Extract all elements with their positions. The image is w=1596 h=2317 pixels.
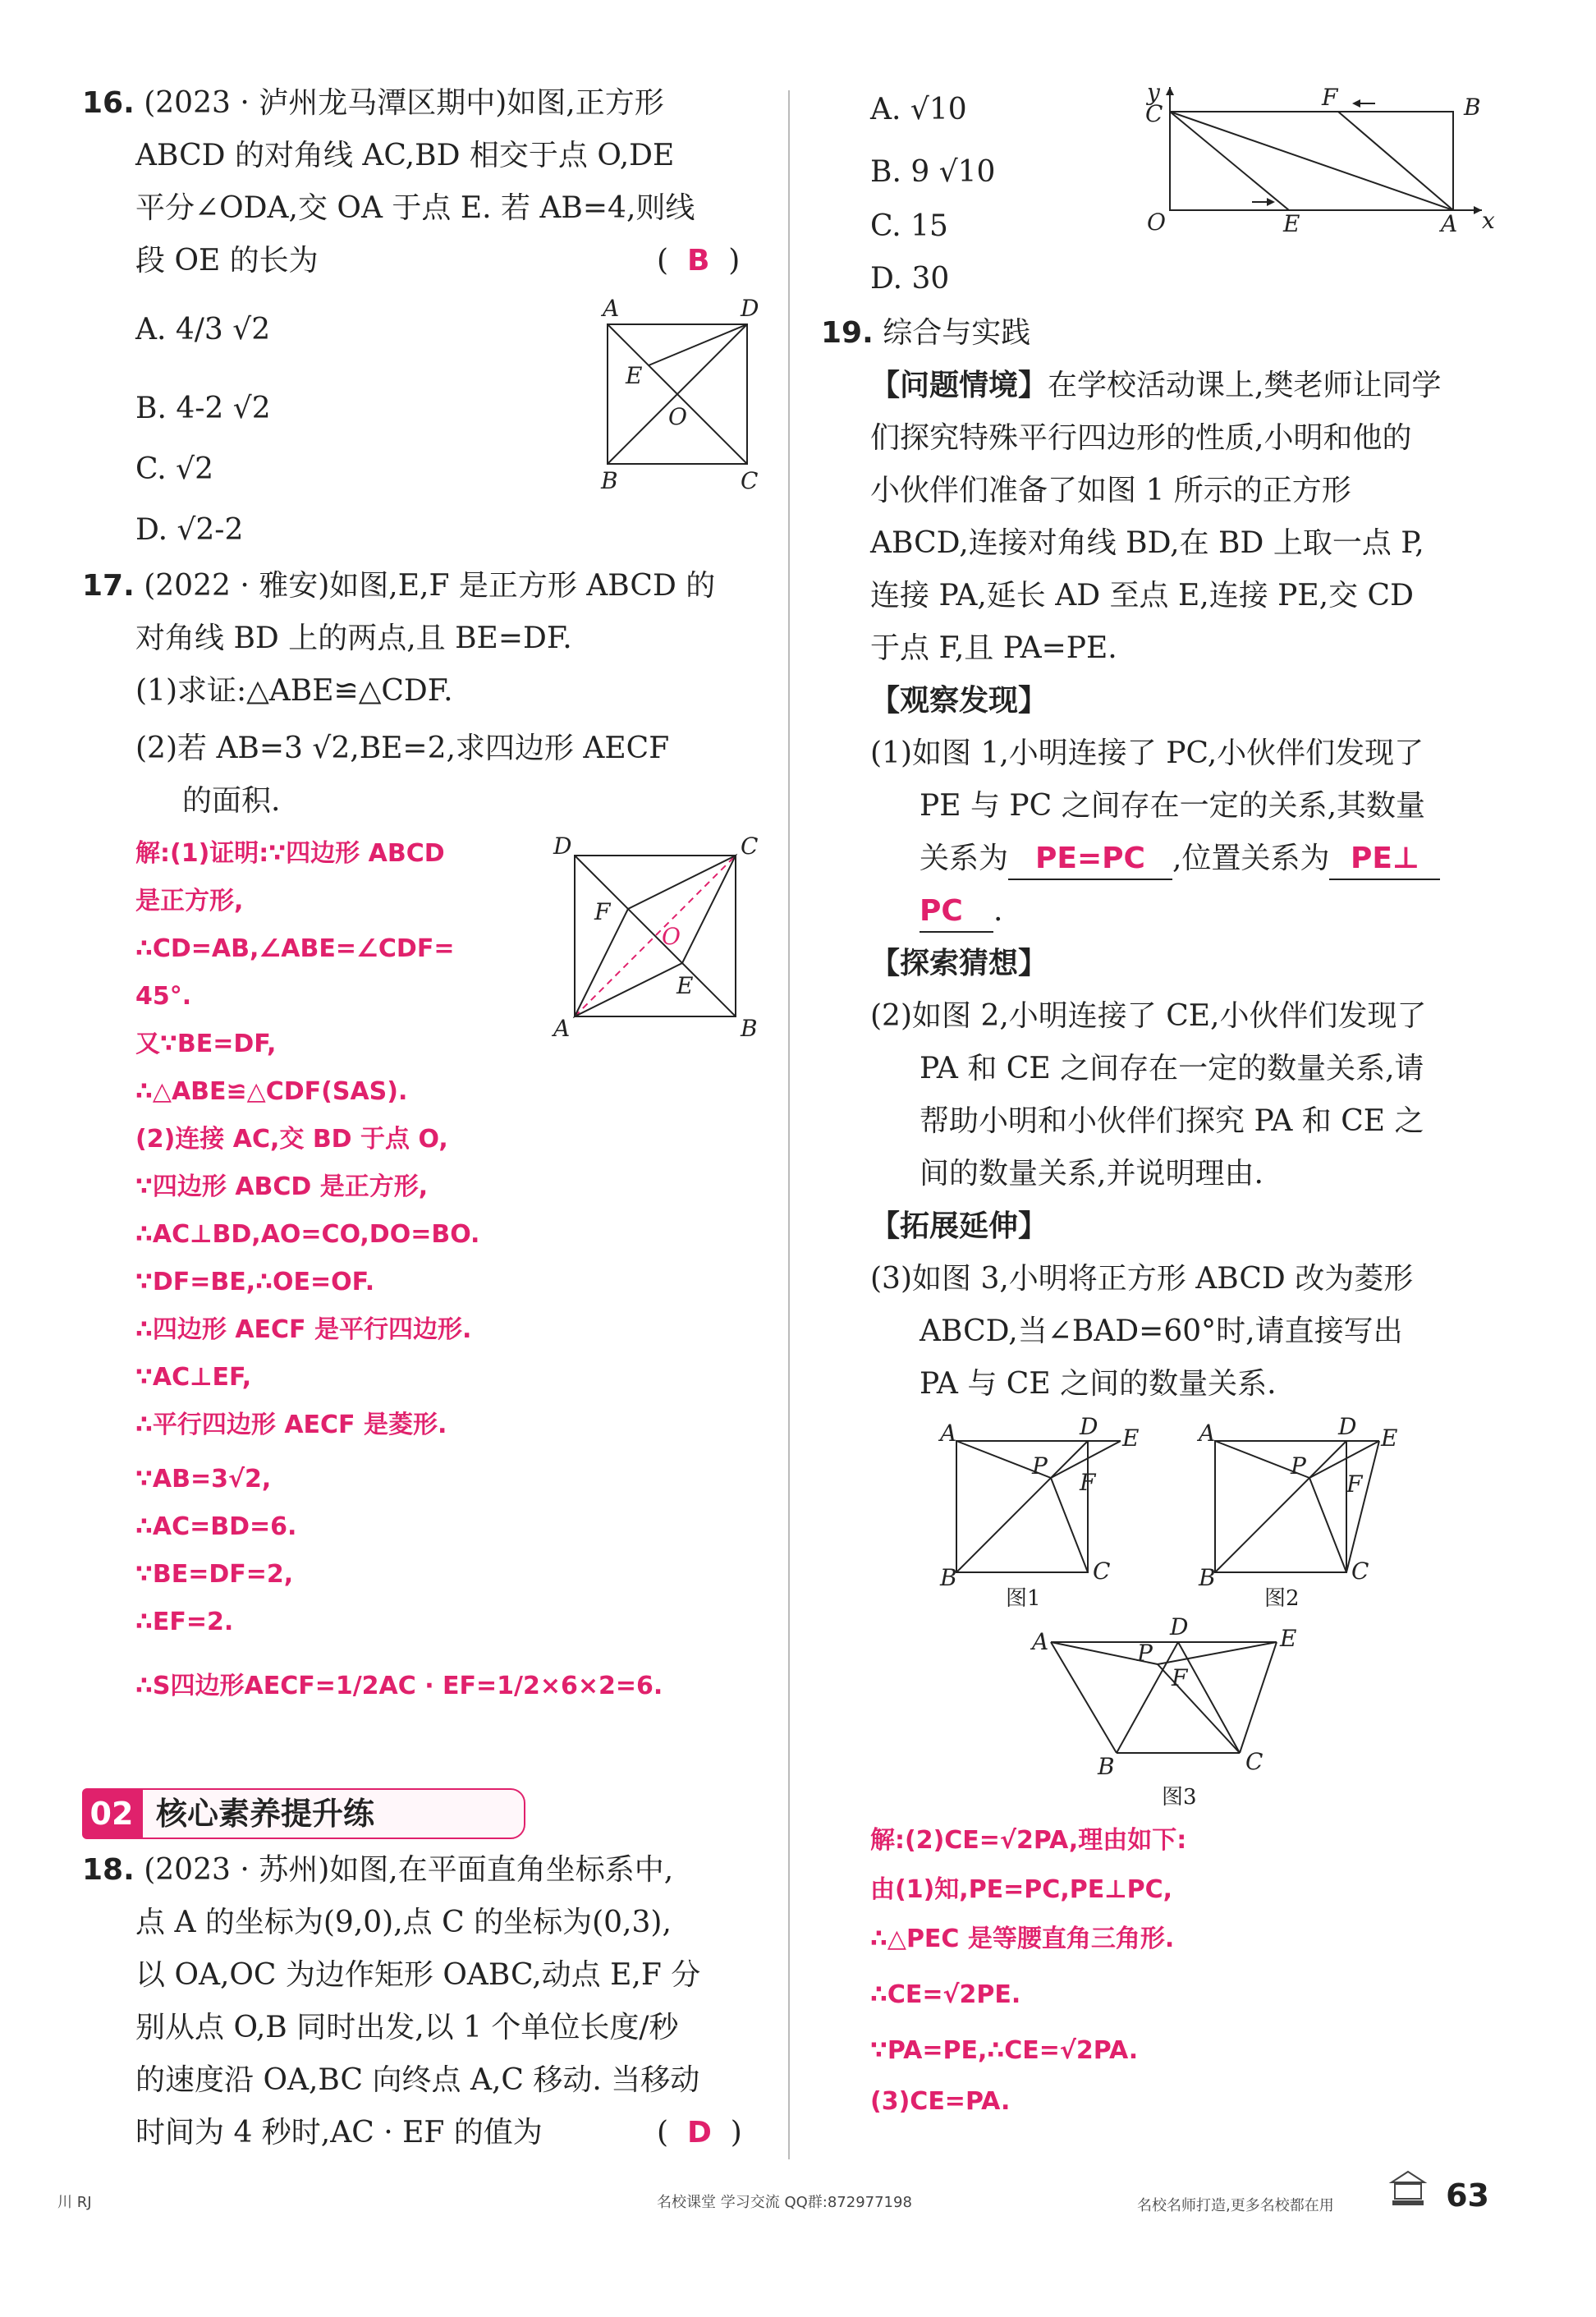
q19-title-line: 19. 综合与实践 xyxy=(821,316,1031,350)
fig3-hidden xyxy=(977,1642,1199,1753)
page-number: 63 xyxy=(1446,2177,1489,2214)
q18-x-arrow xyxy=(1474,206,1482,214)
q16-label-d: D xyxy=(741,295,759,322)
fig3-ce xyxy=(1240,1642,1277,1753)
fig1-label-c: C xyxy=(1093,1558,1111,1585)
q18-label-x: x xyxy=(1482,207,1495,234)
logo-body xyxy=(1395,2184,1421,2199)
q19-figure-1 xyxy=(940,1413,1140,1613)
q19-explore-line1: (2)如图 2,小明连接了 CE,小伙伴们发现了 xyxy=(870,999,1427,1033)
q16-option-d: D. √2-2 xyxy=(135,513,244,547)
q17-sol-1: 解:(1)证明:∵四边形 ABCD xyxy=(135,839,445,868)
q16-label-c: C xyxy=(741,467,759,494)
q16-option-b: B. 4-2 √2 xyxy=(135,392,271,425)
q19-situation-line4: ABCD,连接对角线 BD,在 BD 上取一点 P, xyxy=(870,526,1424,560)
q17-sol-14: ∵AB=3√2, xyxy=(135,1465,272,1493)
fig2-label-a: A xyxy=(1199,1420,1216,1447)
q18-label-c: C xyxy=(1145,100,1163,127)
q18-line4: 别从点 O,B 同时出发,以 1 个单位长度/秒 xyxy=(135,2011,679,2044)
q19-blank-quantity: PE=PC xyxy=(1008,839,1172,880)
q18-figure xyxy=(1137,80,1498,245)
q17-label-b: B xyxy=(741,1015,758,1042)
q18-line5: 的速度沿 OA,BC 向终点 A,C 移动. 当移动 xyxy=(135,2063,700,2097)
q16-figure xyxy=(591,291,772,497)
q16-line2: ABCD 的对角线 AC,BD 相交于点 O,DE xyxy=(135,139,675,172)
q18-line2: 点 A 的坐标为(9,0),点 C 的坐标为(0,3), xyxy=(135,1906,672,1939)
q17-sol-13: ∴平行四边形 AECF 是菱形. xyxy=(135,1411,447,1439)
q18-line1: 18. (2023 · 苏州)如图,在平面直角坐标系中, xyxy=(82,1853,674,1887)
q17-label-c: C xyxy=(741,833,759,860)
column-divider xyxy=(788,90,790,2159)
fig2-label-f: F xyxy=(1346,1470,1363,1498)
fig3-caption: 图3 xyxy=(1162,1785,1197,1810)
q17-sol-11: ∴四边形 AECF 是平行四边形. xyxy=(135,1315,472,1344)
q17-sol-17: ∴EF=2. xyxy=(135,1608,234,1636)
q19-blank-position: PE⊥ xyxy=(1329,839,1440,880)
fig2-label-c: C xyxy=(1351,1558,1369,1585)
q17-label-a: A xyxy=(553,1015,571,1042)
q18-line3: 以 OA,OC 为边作矩形 OABC,动点 E,F 分 xyxy=(135,1958,701,1992)
q17-label-d: D xyxy=(553,833,572,860)
q18-label-f: F xyxy=(1322,84,1338,111)
q18-label-e: E xyxy=(1283,210,1300,237)
q17-sol-8: ∵四边形 ABCD 是正方形, xyxy=(135,1172,429,1201)
q17-sol-7: (2)连接 AC,交 BD 于点 O, xyxy=(135,1125,448,1154)
logo-roof xyxy=(1392,2172,1424,2182)
q16-answer: B xyxy=(686,244,710,278)
q19-observe-line4: PC . xyxy=(920,892,1002,933)
fig2-label-d: D xyxy=(1338,1413,1357,1440)
fig3-label-a: A xyxy=(1032,1628,1049,1655)
q18-line-ce xyxy=(1170,112,1289,210)
q16-line4: 段 OE 的长为 xyxy=(135,244,319,278)
q19-situation-line6: 于点 F,且 PA=PE. xyxy=(870,631,1117,665)
q16-label-a: A xyxy=(603,295,620,322)
q16-line1: 16. (2023 · 泸州龙马潭区期中)如图,正方形 xyxy=(82,86,664,120)
q16-label-b: B xyxy=(601,467,618,494)
q17-label-e: E xyxy=(676,972,694,999)
fig2-label-e: E xyxy=(1381,1425,1398,1452)
fig1-label-a: A xyxy=(940,1420,957,1447)
fig1-diag-bd xyxy=(956,1441,1088,1572)
q17-part1: (1)求证:△ABE≌△CDF. xyxy=(135,674,453,708)
fig1-caption: 图1 xyxy=(1006,1586,1041,1611)
q18-label-o: O xyxy=(1147,209,1166,236)
q16-option-a: A. 4/3 √2 xyxy=(135,313,271,346)
section-number: 02 xyxy=(82,1788,141,1839)
fig3-label-p: P xyxy=(1137,1640,1153,1667)
fig1-label-f: F xyxy=(1080,1469,1096,1496)
q18-option-a: A. √10 xyxy=(870,93,967,126)
q19-heading-explore: 【探索猜想】 xyxy=(870,947,1048,980)
q19-situation-line5: 连接 PA,延长 AD 至点 E,连接 PE,交 CD xyxy=(870,579,1414,613)
q17-sol-3: ∴CD=AB,∠ABE=∠CDF= xyxy=(135,934,455,963)
q16-segment-de xyxy=(649,324,747,365)
q19-observe-line2: PE 与 PC 之间存在一定的关系,其数量 xyxy=(920,789,1426,823)
q19-figure-2 xyxy=(1199,1413,1398,1613)
fig2-diag-bd xyxy=(1215,1441,1346,1572)
q17-sol-15: ∴AC=BD=6. xyxy=(135,1512,297,1541)
q19-heading-extend: 【拓展延伸】 xyxy=(870,1209,1048,1243)
q17-sol-10: ∵DF=BE,∴OE=OF. xyxy=(135,1268,375,1296)
logo-base xyxy=(1392,2200,1424,2205)
q17-line1: 17. (2022 · 雅安)如图,E,F 是正方形 ABCD 的 xyxy=(82,569,716,603)
q19-sol-4: ∴CE=√2PE. xyxy=(870,1980,1021,2009)
fig2-ce xyxy=(1346,1441,1379,1572)
q19-explore-line2: PA 和 CE 之间存在一定的数量关系,请 xyxy=(920,1052,1424,1085)
fig2-pe xyxy=(1309,1441,1379,1478)
fig1-label-p: P xyxy=(1032,1452,1048,1480)
q19-observe-line3: 关系为 PE=PC ,位置关系为 PE⊥ xyxy=(920,839,1440,880)
q18-label-y: y xyxy=(1147,79,1160,106)
q19-blank-position-cont: PC xyxy=(920,892,993,933)
q17-sol-18: ∴S四边形AECF=1/2AC · EF=1/2×6×2=6. xyxy=(135,1672,663,1700)
q17-part2b: 的面积. xyxy=(182,784,281,818)
fig3-label-e: E xyxy=(1280,1625,1297,1652)
q18-arrow-f-head xyxy=(1352,99,1360,108)
q18-option-d: D. 30 xyxy=(870,262,950,296)
fig3-label-f: F xyxy=(1172,1664,1188,1691)
q16-answer-bracket: ( B ) xyxy=(657,244,741,278)
q17-sol-6: ∴△ABE≌△CDF(SAS). xyxy=(135,1077,408,1106)
q18-label-b: B xyxy=(1464,94,1481,121)
q19-observe-line1: (1)如图 1,小明连接了 PC,小伙伴们发现了 xyxy=(870,736,1424,770)
q16-label-e: E xyxy=(626,362,643,389)
q19-extend-line1: (3)如图 3,小明将正方形 ABCD 改为菱形 xyxy=(870,1262,1414,1296)
fig2-caption: 图2 xyxy=(1264,1586,1300,1611)
q18-line-fa xyxy=(1338,112,1453,210)
fig3-label-d: D xyxy=(1170,1613,1189,1640)
q17-diag-bd xyxy=(575,856,736,1016)
q16-line3: 平分∠ODA,交 OA 于点 E. 若 AB=4,则线 xyxy=(135,191,695,225)
fig2-label-p: P xyxy=(1291,1452,1306,1480)
fig1-label-b: B xyxy=(940,1564,957,1591)
q19-heading-situation: 【问题情境】 xyxy=(870,369,1048,402)
q19-extend-line3: PA 与 CE 之间的数量关系. xyxy=(920,1367,1277,1401)
fig2-pc xyxy=(1309,1478,1346,1572)
q18-answer-bracket: ( D ) xyxy=(657,2116,742,2150)
q19-explore-line3: 帮助小明和小伙伴们探究 PA 和 CE 之 xyxy=(920,1104,1424,1138)
q17-sol-4: 45°. xyxy=(135,982,192,1011)
q19-sol-6: (3)CE=PA. xyxy=(870,2087,1011,2116)
q19-situation-line3: 小伙伴们准备了如图 1 所示的正方形 xyxy=(870,474,1351,507)
q18-y-arrow xyxy=(1166,87,1174,95)
q17-part2a: (2)若 AB=3 √2,BE=2,求四边形 AECF xyxy=(135,732,670,765)
q18-label-a: A xyxy=(1441,210,1458,237)
fig1-label-e: E xyxy=(1122,1425,1140,1452)
q18-option-b: B. 9 √10 xyxy=(870,155,996,189)
q17-sol-9: ∴AC⊥BD,AO=CO,DO=BO. xyxy=(135,1220,480,1249)
q19-sol-5: ∵PA=PE,∴CE=√2PA. xyxy=(870,2036,1139,2065)
q17-figure xyxy=(542,829,780,1051)
fig3-side-ab xyxy=(1051,1642,1117,1753)
q19-heading-observe: 【观察发现】 xyxy=(870,684,1048,718)
fig3-label-b: B xyxy=(1098,1753,1115,1780)
footer-edition: 川 RJ xyxy=(57,2194,92,2211)
q18-diagonal-ac xyxy=(1170,112,1453,210)
footer-qq-group: 名校课堂 学习交流 QQ群:872977198 xyxy=(657,2194,912,2211)
q17-label-o: O xyxy=(662,923,681,950)
section-title: 核心素养提升练 xyxy=(141,1788,525,1839)
q18-line6: 时间为 4 秒时,AC · EF 的值为 xyxy=(135,2116,543,2150)
fig2-label-b: B xyxy=(1199,1564,1216,1591)
q19-sol-3: ∴△PEC 是等腰直角三角形. xyxy=(870,1925,1175,1953)
q19-situation-line1: 【问题情境】在学校活动课上,樊老师让同学 xyxy=(870,369,1442,402)
footer-slogan: 名校名师打造,更多名校都在用 xyxy=(1137,2197,1334,2214)
school-logo-icon xyxy=(1387,2168,1429,2209)
q16-label-o: O xyxy=(668,403,687,430)
q19-sol-2: 由(1)知,PE=PC,PE⊥PC, xyxy=(870,1875,1173,1904)
q19-extend-line2: ABCD,当∠BAD=60°时,请直接写出 xyxy=(920,1314,1403,1348)
q17-line2: 对角线 BD 上的两点,且 BE=DF. xyxy=(135,622,572,655)
q17-sol-16: ∵BE=DF=2, xyxy=(135,1560,294,1589)
q19-sol-1: 解:(2)CE=√2PA,理由如下: xyxy=(870,1826,1187,1855)
q17-label-f: F xyxy=(594,898,611,925)
fig1-label-d: D xyxy=(1080,1413,1098,1440)
q16-option-c: C. √2 xyxy=(135,452,213,486)
q19-figure-3 xyxy=(1030,1613,1326,1810)
q18-arrow-e-head xyxy=(1267,198,1275,206)
q17-sol-5: 又∵BE=DF, xyxy=(135,1030,277,1058)
q19-situation-line2: 们探究特殊平行四边形的性质,小明和他的 xyxy=(870,421,1412,455)
q19-explore-line4: 间的数量关系,并说明理由. xyxy=(920,1157,1264,1191)
q18-option-c: C. 15 xyxy=(870,209,948,243)
q17-sol-2: 是正方形, xyxy=(135,887,244,915)
q17-sol-12: ∵AC⊥EF, xyxy=(135,1363,252,1392)
q18-answer: D xyxy=(686,2116,712,2150)
fig3-label-c: C xyxy=(1245,1748,1264,1775)
